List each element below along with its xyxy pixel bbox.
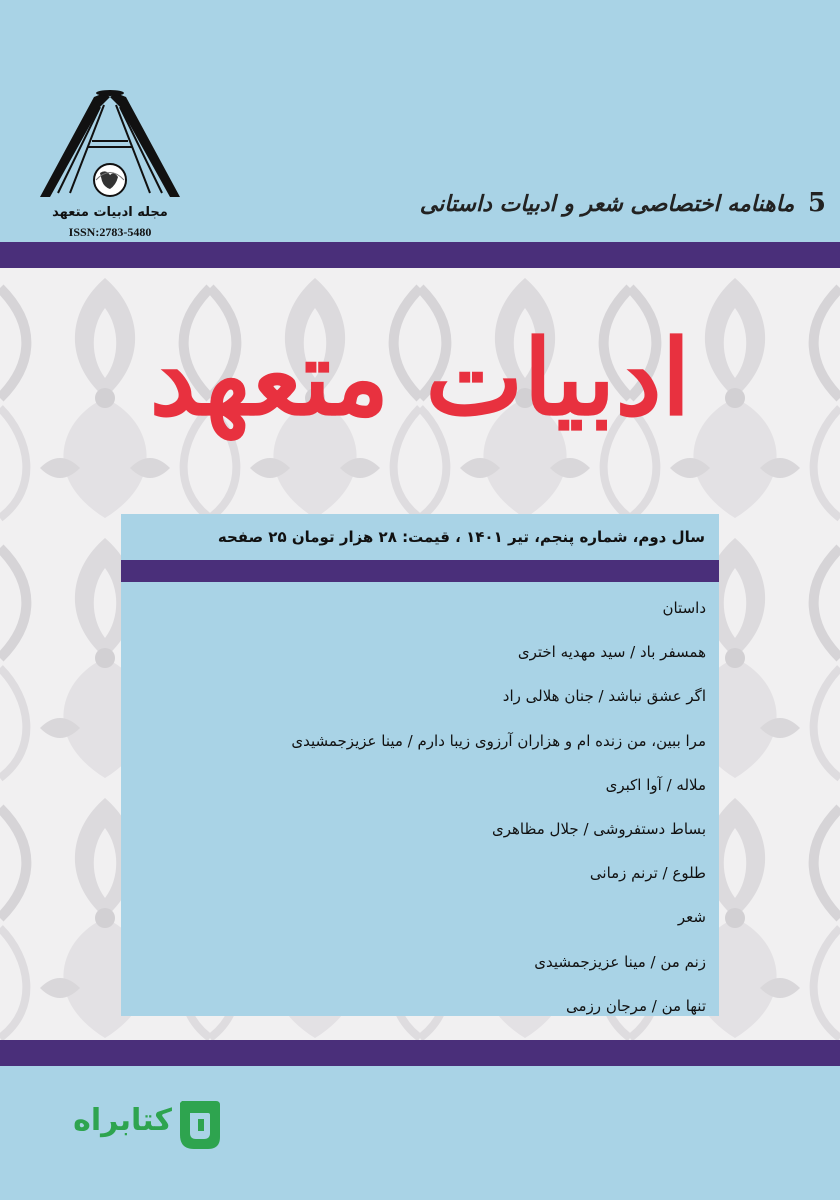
magazine-name-label: مجله ادبیات متعهد [52,205,168,220]
toc-item: زنم من / مینا عزیزجمشیدی [534,952,706,971]
magazine-title: ادبیات متعهد [149,316,691,439]
issue-info: سال دوم، شماره پنجم، تیر ۱۴۰۱ ، قیمت: ۲۸ هزار تومان ۲۵ صفحه [217,528,705,546]
bottom-purple-stripe [0,1040,840,1066]
toc-item: اگر عشق نباشد / جنان هلالی راد [502,687,706,706]
tagline-text: ماهنامه اختصاصی شعر و ادبیات داستانی [419,191,795,217]
toc-item: مرا ببین، من زنده ام و هزاران آرزوی زیبا دارم / مینا عزیزجمشیدی [291,731,706,750]
open-book-globe-icon [30,85,190,210]
toc-item: تنها من / مرجان رزمی [566,996,706,1015]
contents-panel [121,514,719,1016]
panel-purple-stripe [121,560,719,582]
toc-item: بساط دستفروشی / جلال مظاهری [491,819,706,838]
tagline [266,188,826,218]
top-purple-stripe [0,242,840,268]
issue-number: 5 [807,188,826,218]
toc-item: ملاله / آوا اکبری [605,775,706,794]
ketabrah-brand[interactable] [36,1097,226,1153]
toc-item: همسفر باد / سید مهدیه اختری [517,643,706,662]
ketabrah-logo-icon [176,1097,222,1153]
ketabrah-wordmark: کتابراه [73,1103,172,1138]
issn-label: ISSN:2783-5480 [68,225,152,239]
table-of-contents [121,594,719,1036]
toc-section-stories: داستان [662,599,706,617]
magazine-logo [30,85,190,240]
toc-item: طلوع / ترنم زمانی [589,864,706,883]
toc-section-poetry: شعر [677,908,706,927]
